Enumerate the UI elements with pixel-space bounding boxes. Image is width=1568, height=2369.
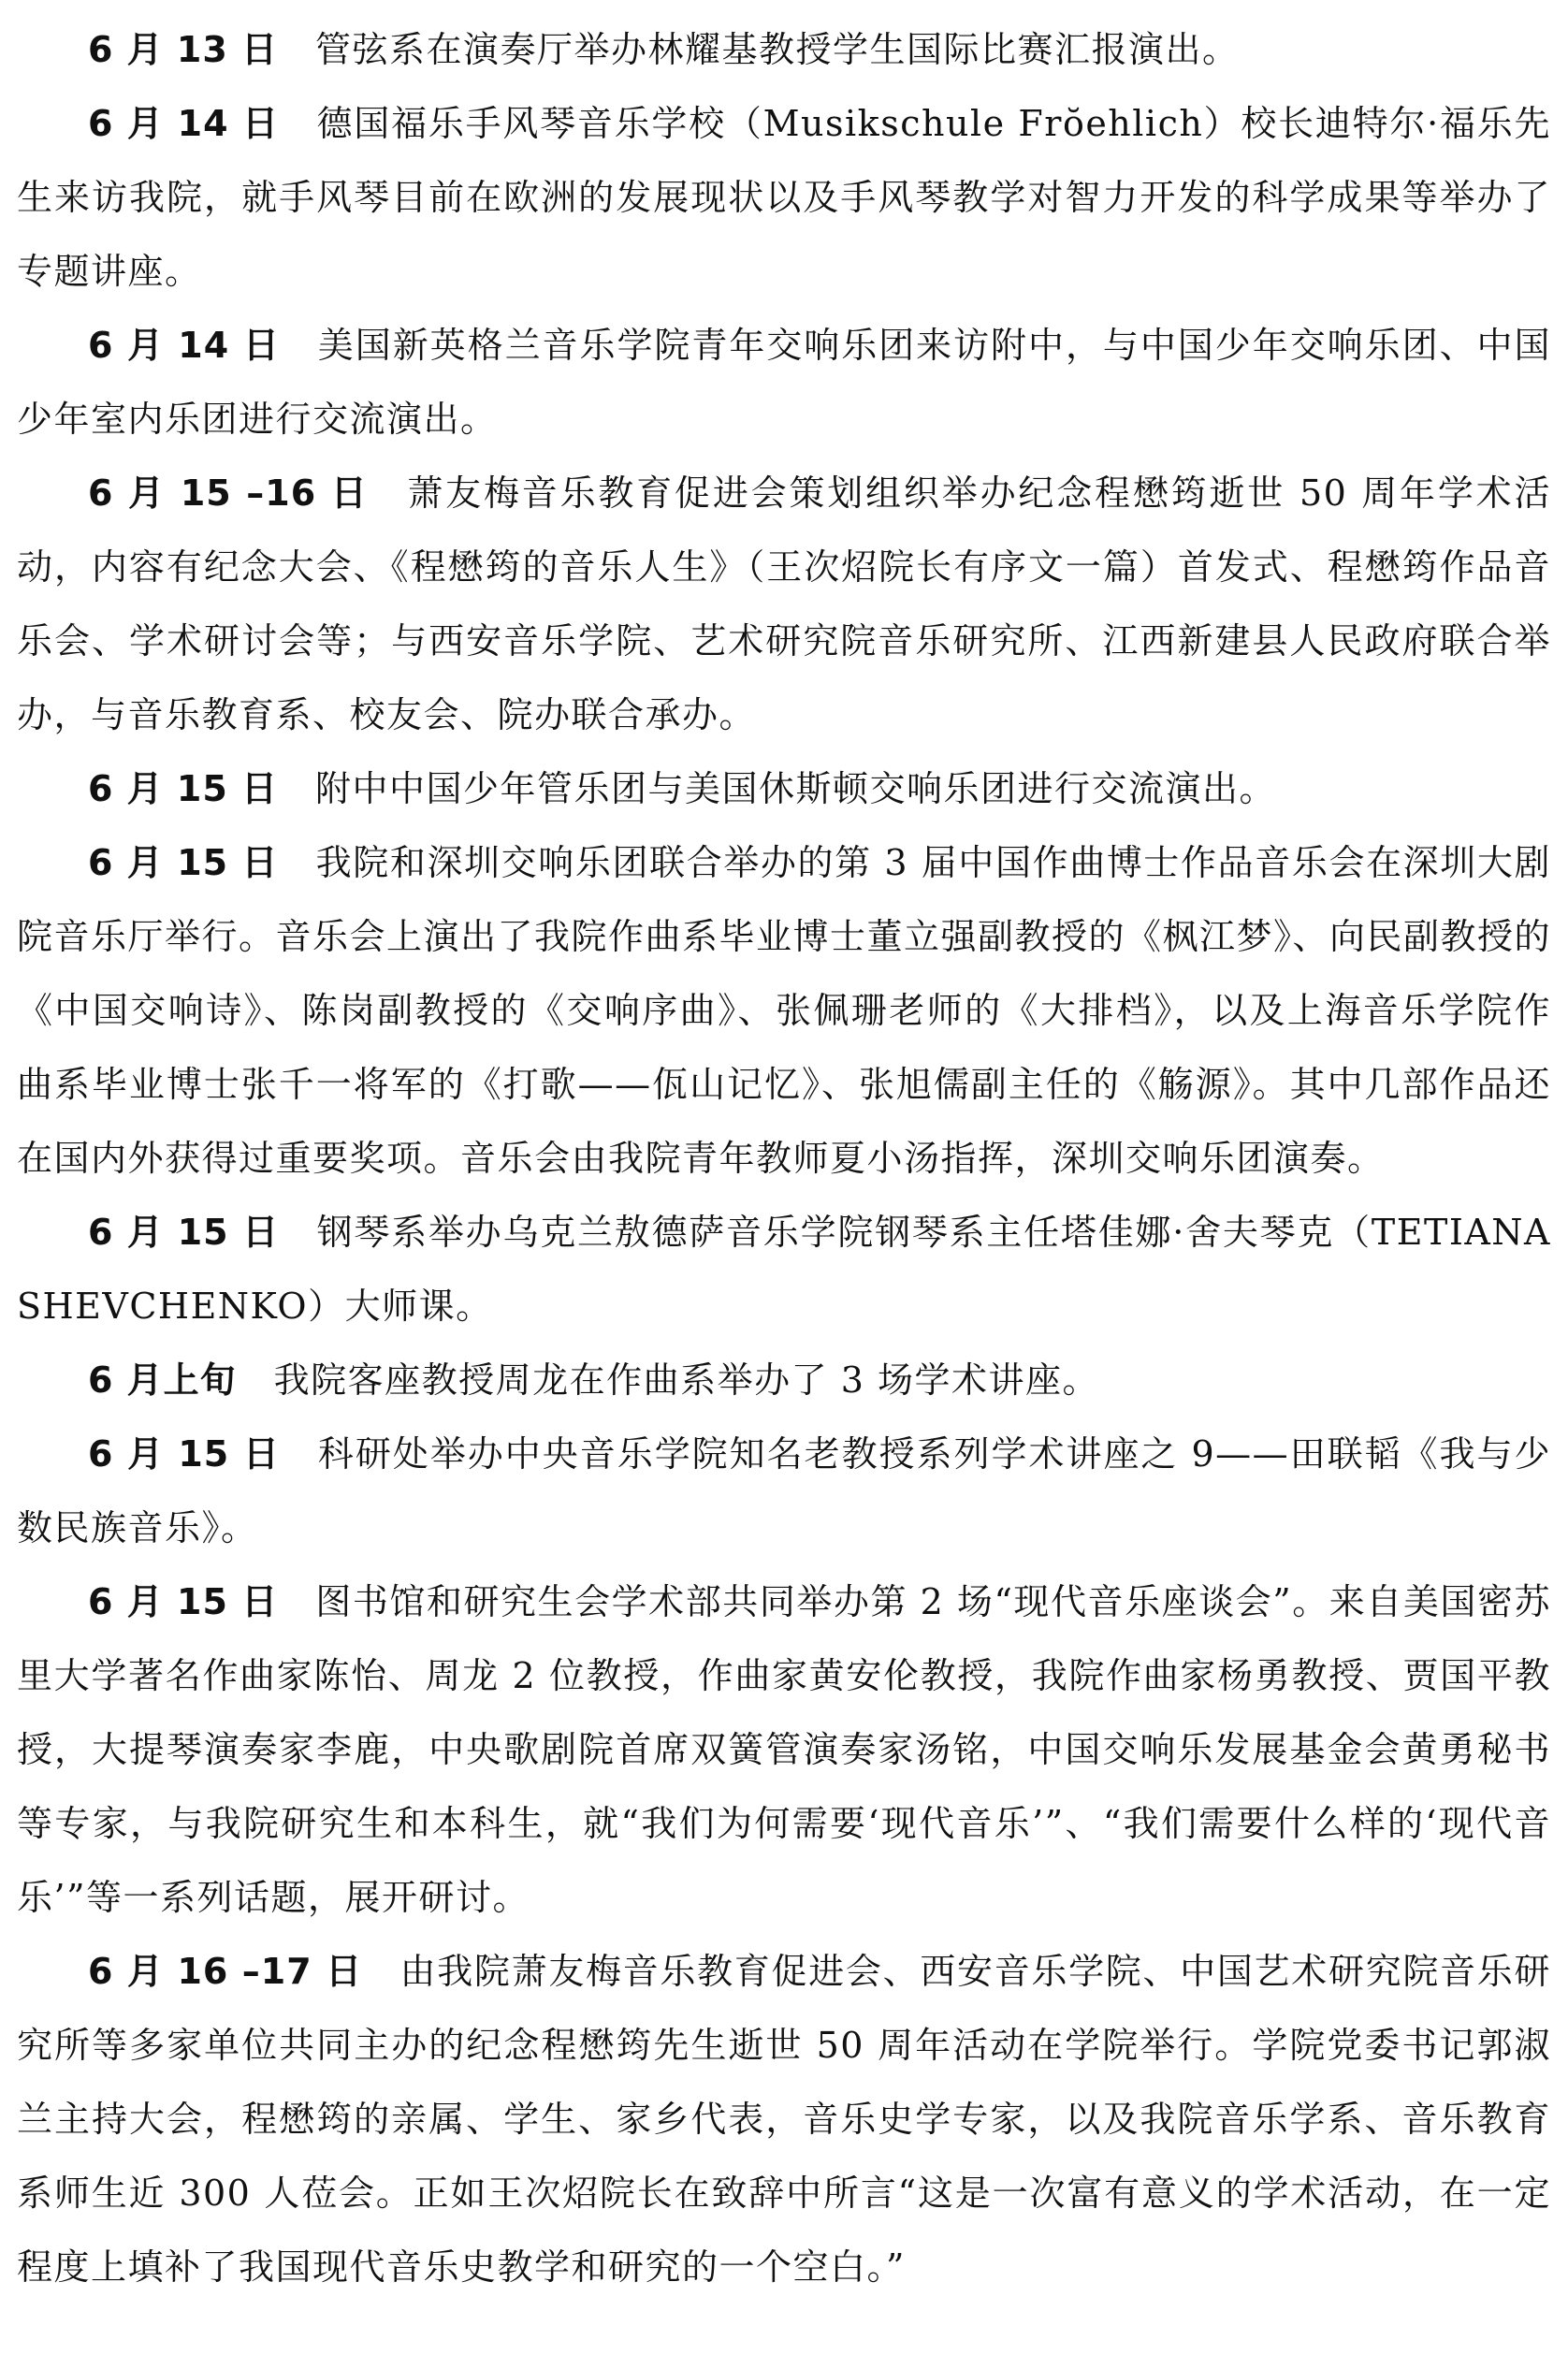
chronicle-entry [17, 457, 1551, 752]
entry-date: 6 月 14 日 [88, 325, 281, 366]
entry-date: 6 月 15 日 [88, 1212, 280, 1253]
chronicle-entry [17, 826, 1551, 1196]
entry-date: 6 月 15 日 [88, 1433, 281, 1475]
chronicle-entry [17, 1417, 1551, 1565]
chronicle-entry [17, 309, 1551, 457]
chronicle-entry [17, 87, 1551, 309]
entry-text: 附中中国少年管乐团与美国休斯顿交响乐团进行交流演出。 [315, 768, 1277, 809]
entry-text: 萧友梅音乐教育促进会策划组织举办纪念程懋筠逝世 50 周年学术活动，内容有纪念大会、《程懋筠的音乐人生》（王次炤院长有序文一篇）首发式、程懋筠作品音乐会、学术研讨会等；与西安音乐学院、艺术研究院音乐研究所、江西新建县人民政府联合举办，与音乐教育系、校友会、院办联合承办。 [17, 472, 1551, 735]
chronicle-entry [17, 13, 1551, 87]
entry-date: 6 月上旬 [88, 1359, 237, 1401]
chronicle-entry [17, 1344, 1551, 1417]
chronicle-entry [17, 1565, 1551, 1935]
entry-text: 德国福乐手风琴音乐学校（Musikschule Frŏehlich）校长迪特尔·福乐先生来访我院，就手风琴目前在欧洲的发展现状以及手风琴教学对智力开发的科学成果等举办了专题讲座。 [17, 103, 1551, 292]
entry-text: 钢琴系举办乌克兰敖德萨音乐学院钢琴系主任塔佳娜·舍夫琴克（TETIANA SHEVCHENKO）大师课。 [17, 1212, 1551, 1327]
entry-date: 6 月 15 –16 日 [88, 472, 370, 514]
entry-date: 6 月 16 –17 日 [88, 1951, 363, 1992]
entry-date: 6 月 14 日 [88, 103, 280, 144]
chronicle-entry [17, 1196, 1551, 1344]
entry-text: 管弦系在演奏厅举办林耀基教授学生国际比赛汇报演出。 [315, 29, 1240, 70]
entry-text: 由我院萧友梅音乐教育促进会、西安音乐学院、中国艺术研究院音乐研究所等多家单位共同主办的纪念程懋筠先生逝世 50 周年活动在学院举行。学院党委书记郭淑兰主持大会，程懋筠的亲属、学生、家乡代表，音乐史学专家，以及我院音乐学系、音乐教育系师生近 300 人莅会。正如王次炤院长在致辞中所言“这是一次富有意义的学术活动，在一定程度上填补了我国现代音乐史教学和研究的一个空白。” [17, 1951, 1551, 2288]
entry-date: 6 月 13 日 [88, 29, 279, 70]
chronicle-entry [17, 752, 1551, 826]
entry-date: 6 月 15 日 [88, 768, 279, 809]
entry-text: 美国新英格兰音乐学院青年交响乐团来访附中，与中国少年交响乐团、中国少年室内乐团进行交流演出。 [17, 325, 1551, 440]
entry-date: 6 月 15 日 [88, 842, 279, 883]
entry-text: 我院客座教授周龙在作曲系举办了 3 场学术讲座。 [273, 1359, 1100, 1401]
entry-text: 我院和深圳交响乐团联合举办的第 3 届中国作曲博士作品音乐会在深圳大剧院音乐厅举行。音乐会上演出了我院作曲系毕业博士董立强副教授的《枫江梦》、向民副教授的《中国交响诗》、陈岗副教授的《交响序曲》、张佩珊老师的《大排档》，以及上海音乐学院作曲系毕业博士张千一将军的《打歌——佤山记忆》、张旭儒副主任的《觞源》。其中几部作品还在国内外获得过重要奖项。音乐会由我院青年教师夏小汤指挥，深圳交响乐团演奏。 [17, 842, 1552, 1179]
entry-date: 6 月 15 日 [88, 1581, 279, 1622]
entry-text: 图书馆和研究生会学术部共同举办第 2 场“现代音乐座谈会”。来自美国密苏里大学著名作曲家陈怡、周龙 2 位教授，作曲家黄安伦教授，我院作曲家杨勇教授、贾国平教授，大提琴演奏家李鹿，中央歌剧院首席双簧管演奏家汤铭，中国交响乐发展基金会黄勇秘书等专家，与我院研究生和本科生，就“我们为何需要‘现代音乐’”、“我们需要什么样的‘现代音乐’”等一系列话题，展开研讨。 [17, 1581, 1551, 1918]
entry-text: 科研处举办中央音乐学院知名老教授系列学术讲座之 9——田联韬《我与少数民族音乐》。 [17, 1433, 1551, 1548]
chronicle-entry [17, 1935, 1551, 2304]
